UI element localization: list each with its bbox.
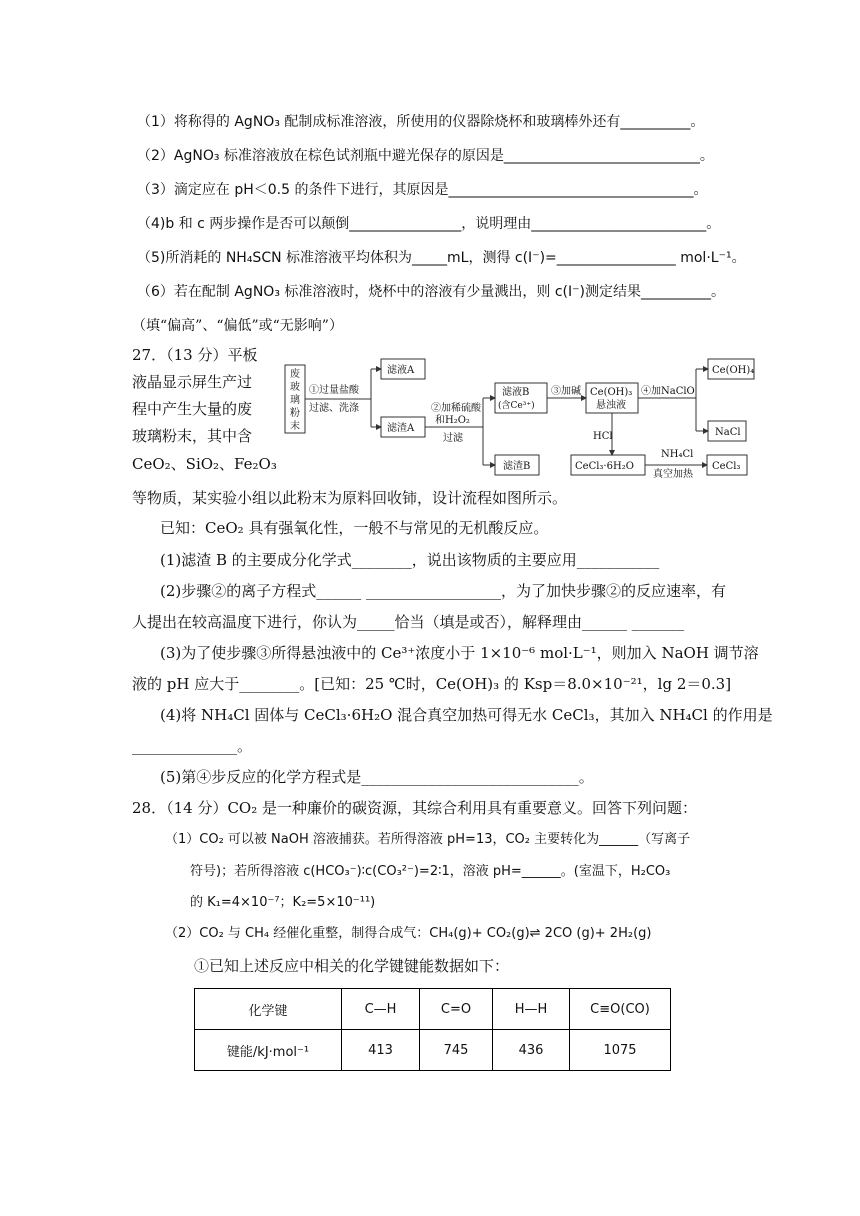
process-flowchart	[283, 355, 763, 480]
bond-energy-table	[194, 988, 671, 1071]
flow-step2b: 和H₂O₂	[435, 415, 470, 426]
question-27-intro-3: 程中产生大量的废	[132, 400, 253, 418]
svg-text:末: 末	[290, 421, 300, 432]
question-27-5: (5)第④步反应的化学方程式是_____________________________。	[160, 768, 594, 786]
table-header-cell: H—H	[493, 989, 570, 1030]
question-26-1: （1）将称得的 AgNO₃ 配制成标准溶液，所使用的仪器除烧杯和玻璃棒外还有__________。	[137, 114, 705, 130]
question-26-6-note: （填“偏高”、“偏低”或“无影响”）	[132, 318, 343, 334]
flow-step2: ②加稀硫酸	[431, 403, 481, 414]
question-27-2b: 人提出在较高温度下进行，你认为_____恰当（填是或否），解释理由______ _______	[132, 613, 685, 631]
question-26-5: （5)所消耗的 NH₄SCN 标准溶液平均体积为_____mL，测得 c(I⁻)=_________________ mol·L⁻¹。	[137, 250, 746, 266]
question-27-3: (3)为了使步骤③所得悬浊液中的 Ce³⁺浓度小于 1×10⁻⁶ mol·L⁻¹，则加入 NaOH 调节溶	[160, 644, 759, 662]
svg-text:废: 废	[290, 369, 300, 380]
question-27-1: (1)滤渣 B 的主要成分化学式________，说出该物质的主要应用___________	[160, 551, 660, 569]
question-27-intro-6: 等物质，某实验小组以此粉末为原料回收铈，设计流程如图所示。	[132, 489, 568, 507]
table-cell: 413	[342, 1030, 420, 1071]
question-27-3b: 液的 pH 应大于________。[已知：25 ℃时，Ce(OH)₃ 的 Ksp＝8.0×10⁻²¹，lg 2＝0.3]	[132, 675, 732, 693]
table-header-cell: C=O	[420, 989, 493, 1030]
flow-step1: ①过量盐酸	[309, 385, 359, 396]
table-cell: 1075	[570, 1030, 671, 1071]
question-28-2a: ①已知上述反应中相关的化学键键能数据如下：	[194, 957, 510, 975]
flow-cecl3-hydrate: CeCl₃·6H₂O	[575, 461, 634, 472]
flow-step4: ④加NaClO	[641, 386, 695, 397]
question-27-4b: ______________。	[132, 737, 253, 755]
flow-cecl3: CeCl₃	[712, 461, 741, 472]
question-27-intro-2: 液晶显示屏生产过	[132, 373, 253, 391]
flow-vacuum: 真空加热	[653, 469, 693, 480]
question-28-1b: 符号)；若所得溶液 c(HCO₃⁻)∶c(CO₃²⁻)=2∶1，溶液 pH=______。(室温下，H₂CO₃	[190, 864, 671, 879]
question-27-4: (4)将 NH₄Cl 固体与 CeCl₃·6H₂O 混合真空加热可得无水 CeCl₃，其加入 NH₄Cl 的作用是	[160, 706, 773, 724]
flow-residue-a: 滤渣A	[387, 423, 415, 434]
flow-filtrate-b: 滤液B	[502, 387, 530, 398]
flow-nacl: NaCl	[715, 427, 741, 438]
flow-ceoh3-suspension: 悬浊液	[596, 400, 626, 411]
flow-hcl: HCl	[593, 431, 613, 442]
question-27-intro-4: 玻璃粉末，其中含	[132, 427, 253, 445]
table-cell: 436	[493, 1030, 570, 1071]
known-condition: 已知：CeO₂ 具有强氧化性，一般不与常见的无机酸反应。	[160, 519, 549, 537]
question-26-4: （4)b 和 c 两步操作是否可以颠倒________________，说明理由_________________________。	[137, 216, 721, 232]
flow-step2c: 过滤	[443, 433, 463, 444]
flow-step3: ③加碱	[551, 386, 581, 397]
svg-text:玻: 玻	[290, 382, 300, 393]
flow-nh4cl: NH₄Cl	[661, 449, 694, 460]
question-28-title: 28．（14 分）CO₂ 是一种廉价的碳资源，其综合利用具有重要意义。回答下列问题：	[132, 799, 698, 817]
table-header-cell: C—H	[342, 989, 420, 1030]
question-28-2: （2）CO₂ 与 CH₄ 经催化重整，制得合成气：CH₄(g)+ CO₂(g)⇌ 2CO (g)+ 2H₂(g)	[165, 926, 652, 941]
question-26-6: （6）若在配制 AgNO₃ 标准溶液时，烧杯中的溶液有少量溅出，则 c(I⁻)测定结果__________。	[137, 284, 725, 300]
table-header-cell: C≡O(CO)	[570, 989, 671, 1030]
question-27-intro-1: 27．（13 分）平板	[132, 346, 258, 364]
question-26-2: （2）AgNO₃ 标准溶液放在棕色试剂瓶中避光保存的原因是____________________________。	[137, 148, 714, 164]
flow-filtrate-a: 滤液A	[387, 365, 415, 376]
question-27-2: (2)步骤②的离子方程式______ __________________，为了加快步骤②的反应速率，有	[160, 582, 727, 600]
table-row	[195, 1030, 671, 1071]
table-cell: 745	[420, 1030, 493, 1071]
flow-start-label	[290, 367, 300, 432]
svg-text:粉: 粉	[290, 408, 300, 419]
table-row-label: 键能/kJ·mol⁻¹	[195, 1030, 342, 1071]
question-26-3: （3）滴定应在 pH＜0.5 的条件下进行，其原因是___________________________________。	[137, 182, 708, 198]
table-header-cell: 化学键	[195, 989, 342, 1030]
question-27-intro-5: CeO₂、SiO₂、Fe₂O₃	[132, 455, 277, 473]
svg-text:璃: 璃	[290, 395, 300, 406]
flow-filtrate-b-note: (含Ce³⁺)	[498, 401, 535, 411]
flow-ceoh3: Ce(OH)₃	[590, 387, 633, 398]
table-header-row	[195, 989, 671, 1030]
flow-step1b: 过滤、洗涤	[309, 403, 359, 414]
question-28-1a: （1）CO₂ 可以被 NaOH 溶液捕获。若所得溶液 pH=13，CO₂ 主要转化为______（写离子	[165, 832, 691, 847]
flow-residue-b: 滤渣B	[503, 461, 531, 472]
question-28-1c: 的 K₁=4×10⁻⁷；K₂=5×10⁻¹¹)	[190, 895, 376, 910]
flow-ceoh4: Ce(OH)₄	[712, 365, 755, 376]
